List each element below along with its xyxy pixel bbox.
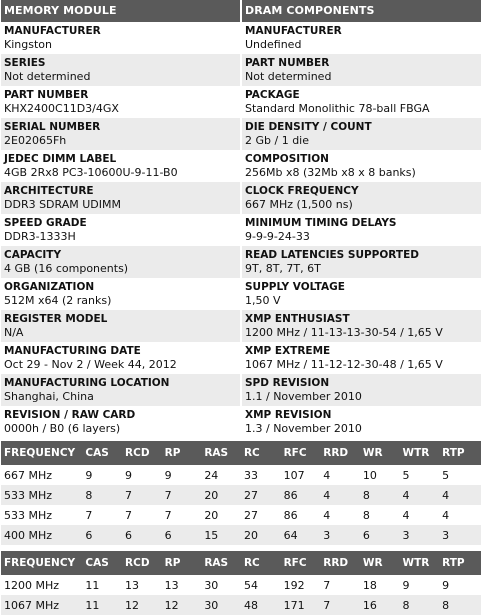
dram-field	[240, 214, 481, 246]
module-field	[1, 406, 240, 438]
timing-column-header: RCD	[122, 441, 162, 465]
xmp-column-header: RFC	[281, 551, 321, 575]
module-field	[1, 278, 240, 310]
xmp-column-header: WTR	[400, 551, 440, 575]
dram-field-label: XMP EXTREME	[245, 345, 331, 357]
info-row	[1, 246, 481, 278]
xmp-cell: 8	[439, 595, 481, 615]
dram-field	[240, 150, 481, 182]
xmp-column-header: WR	[360, 551, 400, 575]
info-row	[1, 310, 481, 342]
timing-cell: 9	[162, 465, 202, 485]
dram-field-label: XMP ENTHUSIAST	[245, 313, 350, 325]
timing-cell: 7	[122, 505, 162, 525]
module-field	[1, 310, 240, 342]
timing-cell: 27	[241, 485, 281, 505]
dram-field-value: 256Mb x8 (32Mb x8 x 8 banks)	[245, 166, 416, 179]
timing-column-header: RC	[241, 441, 281, 465]
dram-field-value: Standard Monolithic 78-ball FBGA	[245, 102, 430, 115]
dram-field-value: 1,50 V	[245, 294, 281, 307]
module-field-label: SERIES	[4, 57, 46, 69]
xmp-cell: 11	[82, 575, 122, 595]
dram-field	[240, 246, 481, 278]
xmp-cell: 30	[201, 595, 241, 615]
timing-row	[1, 505, 481, 525]
dram-field-label: COMPOSITION	[245, 153, 329, 165]
module-field-value: 0000h / B0 (6 layers)	[4, 422, 121, 435]
info-grid	[1, 22, 481, 438]
xmp-column-header: RC	[241, 551, 281, 575]
xmp-column-header: RP	[162, 551, 202, 575]
dram-field	[240, 406, 481, 438]
timing-cell: 7	[82, 505, 122, 525]
dram-components-header: DRAM COMPONENTS	[240, 0, 481, 22]
module-field	[1, 86, 240, 118]
dram-field	[240, 118, 481, 150]
xmp-header-row	[1, 551, 481, 575]
timing-cell: 20	[201, 505, 241, 525]
timing-cell: 6	[122, 525, 162, 545]
xmp-cell: 7	[320, 575, 360, 595]
timing-cell: 33	[241, 465, 281, 485]
timing-cell: 7	[162, 485, 202, 505]
xmp-cell: 54	[241, 575, 281, 595]
timing-cell: 400 MHz	[1, 525, 82, 545]
module-field	[1, 214, 240, 246]
info-row	[1, 86, 481, 118]
dram-field-label: MANUFACTURER	[245, 25, 342, 37]
timing-cell: 10	[360, 465, 400, 485]
info-row	[1, 54, 481, 86]
timing-cell: 6	[82, 525, 122, 545]
timing-header-row	[1, 441, 481, 465]
module-field	[1, 374, 240, 406]
info-row	[1, 374, 481, 406]
info-row	[1, 342, 481, 374]
xmp-cell: 13	[162, 575, 202, 595]
timing-cell: 86	[281, 485, 321, 505]
dram-field	[240, 278, 481, 310]
timing-cell: 4	[320, 465, 360, 485]
dram-field	[240, 22, 481, 54]
timing-cell: 8	[360, 505, 400, 525]
timing-cell: 86	[281, 505, 321, 525]
timing-column-header: RRD	[320, 441, 360, 465]
dram-field-label: PACKAGE	[245, 89, 300, 101]
spd-info-panel	[1, 0, 481, 615]
info-row	[1, 22, 481, 54]
module-field-label: PART NUMBER	[4, 89, 89, 101]
xmp-cell: 12	[162, 595, 202, 615]
module-field-label: ORGANIZATION	[4, 281, 95, 293]
module-field-label: MANUFACTURING DATE	[4, 345, 141, 357]
xmp-row	[1, 595, 481, 615]
timing-column-header: RTP	[439, 441, 481, 465]
dram-field-value: 667 MHz (1,500 ns)	[245, 198, 353, 211]
dram-field-label: DIE DENSITY / COUNT	[245, 121, 372, 133]
info-row	[1, 406, 481, 438]
xmp-row	[1, 575, 481, 595]
timing-column-header: CAS	[82, 441, 122, 465]
xmp-cell: 7	[320, 595, 360, 615]
timing-cell: 4	[400, 505, 440, 525]
dram-field-value: 1.1 / November 2010	[245, 390, 362, 403]
timing-cell: 4	[439, 505, 481, 525]
module-field	[1, 182, 240, 214]
dram-field	[240, 54, 481, 86]
timing-cell: 3	[400, 525, 440, 545]
xmp-column-header: RAS	[201, 551, 241, 575]
timing-cell: 3	[320, 525, 360, 545]
module-field-label: REGISTER MODEL	[4, 313, 108, 325]
dram-field	[240, 182, 481, 214]
module-field	[1, 150, 240, 182]
module-field-value: Shanghai, China	[4, 390, 94, 403]
timing-cell: 6	[360, 525, 400, 545]
timing-cell: 27	[241, 505, 281, 525]
memory-module-header: MEMORY MODULE	[1, 0, 240, 22]
timing-cell: 8	[360, 485, 400, 505]
module-field-value: 4GB 2Rx8 PC3-10600U-9-11-B0	[4, 166, 178, 179]
xmp-column-header: RCD	[122, 551, 162, 575]
dram-field-value: Undefined	[245, 38, 302, 51]
timing-cell: 4	[400, 485, 440, 505]
dram-field-label: SPD REVISION	[245, 377, 330, 389]
timing-cell: 64	[281, 525, 321, 545]
timing-cell: 533 MHz	[1, 505, 82, 525]
timing-cell: 533 MHz	[1, 485, 82, 505]
info-row	[1, 118, 481, 150]
xmp-cell: 1200 MHz	[1, 575, 82, 595]
xmp-column-header: RRD	[320, 551, 360, 575]
dram-field-label: XMP REVISION	[245, 409, 332, 421]
timing-table	[1, 441, 481, 545]
module-field-label: MANUFACTURER	[4, 25, 101, 37]
timing-column-header: WR	[360, 441, 400, 465]
module-field-label: SPEED GRADE	[4, 217, 87, 229]
timing-column-header: RFC	[281, 441, 321, 465]
dram-field-label: CLOCK FREQUENCY	[245, 185, 359, 197]
module-field-label: SERIAL NUMBER	[4, 121, 101, 133]
xmp-column-header: FREQUENCY	[1, 551, 82, 575]
module-field-value: 2E02065Fh	[4, 134, 67, 147]
info-row	[1, 278, 481, 310]
timing-cell: 9	[82, 465, 122, 485]
timing-cell: 3	[439, 525, 481, 545]
dram-field-value: 9-9-9-24-33	[245, 230, 310, 243]
timing-cell: 5	[400, 465, 440, 485]
module-field-value: DDR3 SDRAM UDIMM	[4, 198, 121, 211]
dram-field-value: 2 Gb / 1 die	[245, 134, 310, 147]
timing-column-header: WTR	[400, 441, 440, 465]
xmp-cell: 8	[400, 595, 440, 615]
xmp-column-header: RTP	[439, 551, 481, 575]
xmp-cell: 9	[400, 575, 440, 595]
info-row	[1, 214, 481, 246]
timing-cell: 20	[201, 485, 241, 505]
xmp-cell: 18	[360, 575, 400, 595]
info-row	[1, 150, 481, 182]
module-field-label: JEDEC DIMM LABEL	[4, 153, 117, 165]
dram-field	[240, 374, 481, 406]
timing-row	[1, 525, 481, 545]
xmp-cell: 9	[439, 575, 481, 595]
timing-cell: 8	[82, 485, 122, 505]
dram-field-value: 9T, 8T, 7T, 6T	[245, 262, 321, 275]
timing-cell: 7	[122, 485, 162, 505]
module-field-value: Oct 29 - Nov 2 / Week 44, 2012	[4, 358, 177, 371]
xmp-cell: 48	[241, 595, 281, 615]
timing-cell: 5	[439, 465, 481, 485]
xmp-cell: 16	[360, 595, 400, 615]
dram-field-label: MINIMUM TIMING DELAYS	[245, 217, 397, 229]
xmp-cell: 171	[281, 595, 321, 615]
timing-cell: 6	[162, 525, 202, 545]
module-field-label: CAPACITY	[4, 249, 62, 261]
dram-field	[240, 86, 481, 118]
module-field	[1, 22, 240, 54]
module-field	[1, 54, 240, 86]
xmp-timing-table	[1, 551, 481, 615]
dram-field-value: 1.3 / November 2010	[245, 422, 362, 435]
timing-cell: 15	[201, 525, 241, 545]
module-field	[1, 118, 240, 150]
xmp-cell: 11	[82, 595, 122, 615]
module-field-value: Not determined	[4, 70, 91, 83]
timing-cell: 9	[122, 465, 162, 485]
module-field-value: DDR3-1333H	[4, 230, 76, 243]
timing-cell: 107	[281, 465, 321, 485]
info-row	[1, 182, 481, 214]
module-field-value: 512M x64 (2 ranks)	[4, 294, 112, 307]
timing-cell: 667 MHz	[1, 465, 82, 485]
section-header	[1, 0, 481, 22]
module-field	[1, 246, 240, 278]
timing-column-header: RP	[162, 441, 202, 465]
xmp-cell: 12	[122, 595, 162, 615]
timing-column-header: RAS	[201, 441, 241, 465]
timing-row	[1, 485, 481, 505]
xmp-cell: 1067 MHz	[1, 595, 82, 615]
dram-field-label: PART NUMBER	[245, 57, 330, 69]
module-field-value: KHX2400C11D3/4GX	[4, 102, 119, 115]
xmp-cell: 192	[281, 575, 321, 595]
timing-cell: 4	[320, 505, 360, 525]
xmp-cell: 13	[122, 575, 162, 595]
xmp-cell: 30	[201, 575, 241, 595]
timing-cell: 7	[162, 505, 202, 525]
dram-field-value: 1067 MHz / 11-12-12-30-48 / 1,65 V	[245, 358, 443, 371]
xmp-column-header: CAS	[82, 551, 122, 575]
timing-cell: 20	[241, 525, 281, 545]
module-field-value: Kingston	[4, 38, 52, 51]
module-field-label: ARCHITECTURE	[4, 185, 94, 197]
module-field	[1, 342, 240, 374]
timing-column-header: FREQUENCY	[1, 441, 82, 465]
timing-row	[1, 465, 481, 485]
module-field-value: N/A	[4, 326, 24, 339]
dram-field	[240, 310, 481, 342]
dram-field-label: SUPPLY VOLTAGE	[245, 281, 345, 293]
timing-cell: 4	[439, 485, 481, 505]
dram-field-value: 1200 MHz / 11-13-13-30-54 / 1,65 V	[245, 326, 443, 339]
module-field-label: REVISION / RAW CARD	[4, 409, 136, 421]
dram-field	[240, 342, 481, 374]
timing-cell: 4	[320, 485, 360, 505]
module-field-label: MANUFACTURING LOCATION	[4, 377, 170, 389]
timing-cell: 24	[201, 465, 241, 485]
module-field-value: 4 GB (16 components)	[4, 262, 129, 275]
dram-field-value: Not determined	[245, 70, 332, 83]
dram-field-label: READ LATENCIES SUPPORTED	[245, 249, 419, 261]
